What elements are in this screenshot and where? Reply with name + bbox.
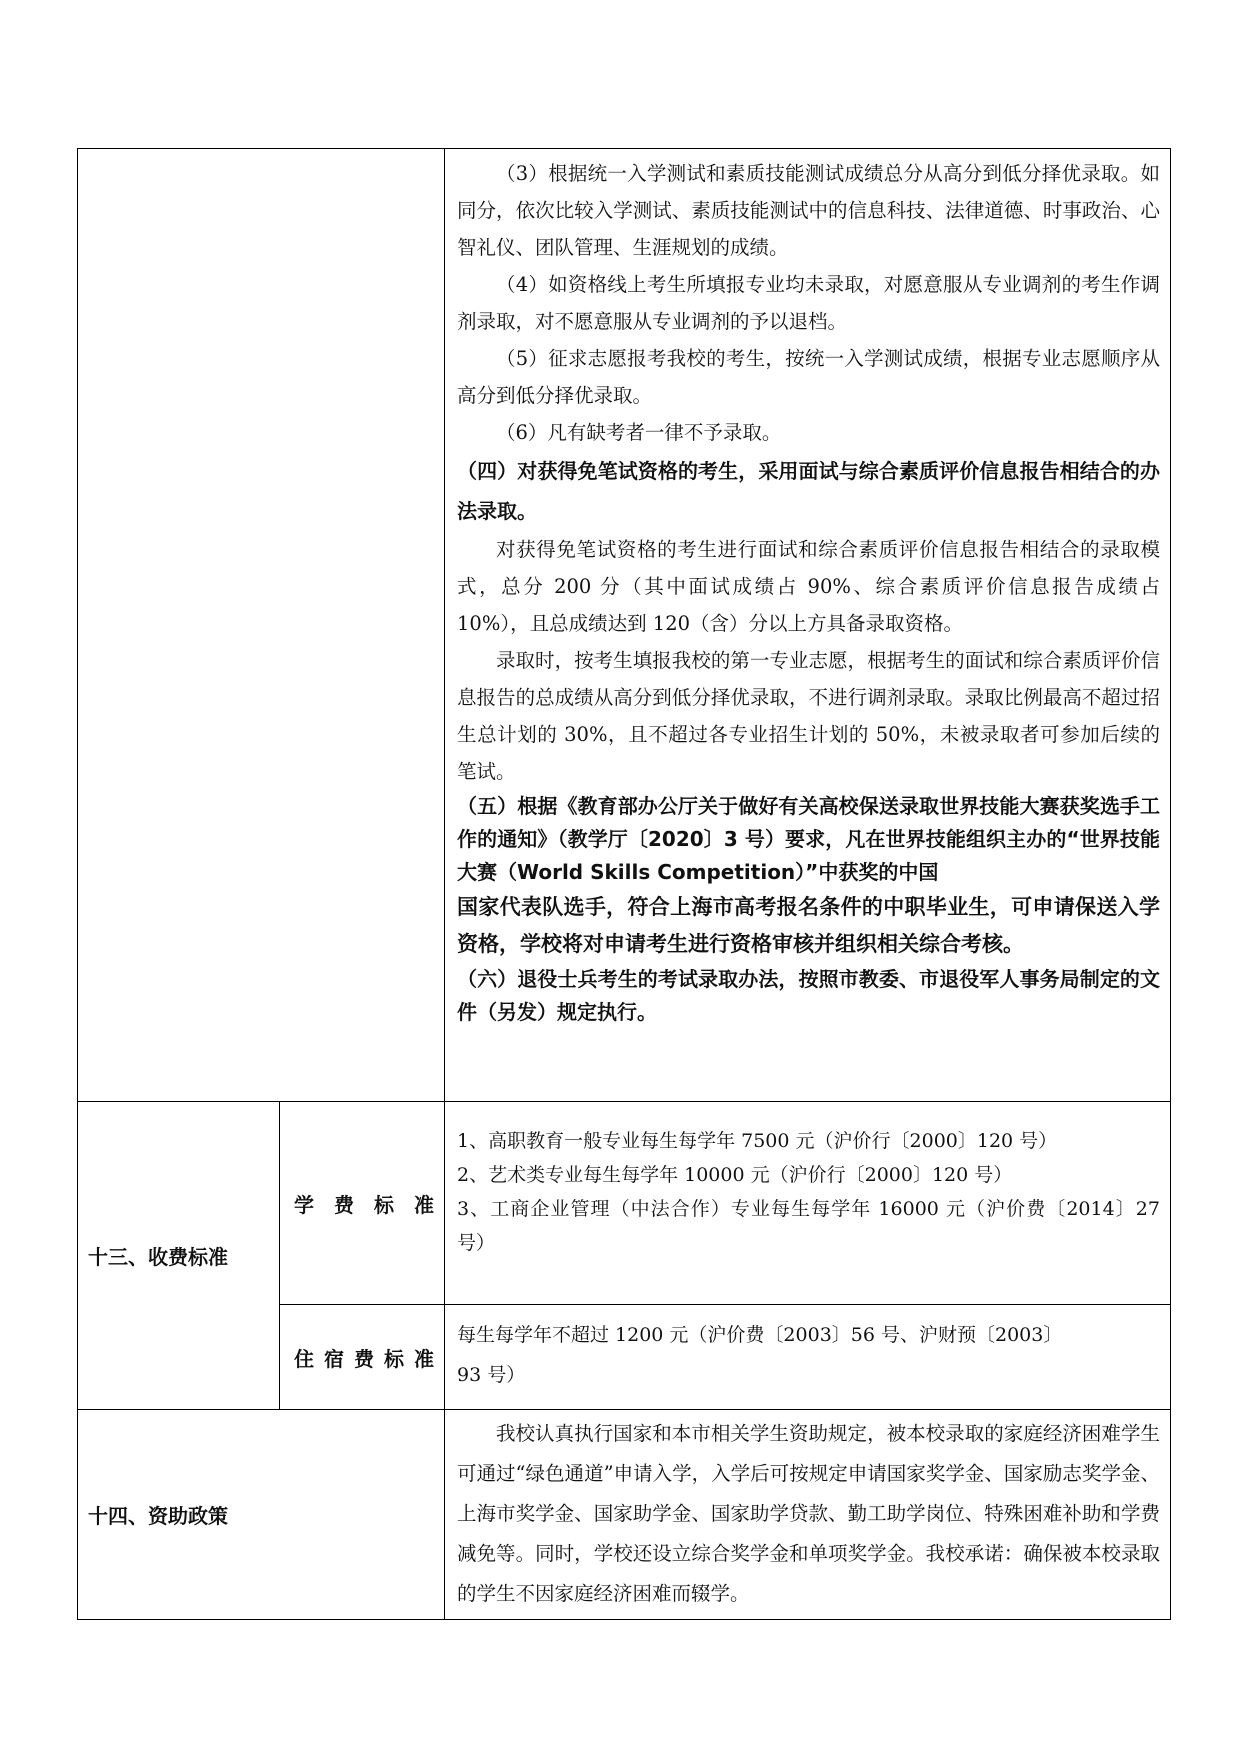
tuition-item-2: 2、艺术类专业每生每学年 10000 元（沪价行〔2000〕120 号）: [457, 1164, 1013, 1186]
dorm-text-line-1: 每生每学年不超过 1200 元（沪价费〔2003〕56 号、沪财预〔2003〕: [457, 1324, 1063, 1346]
dorm-content-cell: [445, 1305, 1171, 1410]
aid-content-cell: [445, 1410, 1171, 1620]
tuition-row: [78, 1102, 1171, 1305]
tuition-label: 学费标准: [280, 1102, 445, 1305]
admission-content-cell: [445, 149, 1171, 1102]
tuition-item-1: 1、高职教育一般专业每生每学年 7500 元（沪价行〔2000〕120 号）: [457, 1130, 1058, 1152]
admission-row: [78, 149, 1171, 1102]
section-4-paragraph-1: 对获得免笔试资格的考生进行面试和综合素质评价信息报告相结合的录取模式，总分 200 分（其中面试成绩占 90%、综合素质评价信息报告成绩占 10%），且总成绩达到 120（含）分以上方具备录取资格。: [457, 538, 1160, 635]
tuition-content-cell: [445, 1102, 1171, 1305]
section-5-part-1: （五）根据《教育部办公厅关于做好有关高校保送录取世界技能大赛获奖选手工作的通知》（教学厅〔2020〕3 号）要求，凡在世界技能组织主办的“世界技能大赛（World Skills Competition）”中获奖的中国: [457, 794, 1160, 884]
aid-row: [78, 1410, 1171, 1620]
admission-rule-6: （6）凡有缺考者一律不予录取。: [496, 421, 782, 444]
aid-section-label: 十四、资助政策: [78, 1410, 445, 1620]
dorm-text-line-2: 93 号）: [457, 1364, 526, 1386]
aid-text: 我校认真执行国家和本市相关学生资助规定，被本校录取的家庭经济困难学生可通过“绿色通道”申请入学，入学后可按规定申请国家奖学金、国家励志奖学金、上海市奖学金、国家助学金、国家助学贷款、勤工助学岗位、特殊困难补助和学费减免等。同时，学校还设立综合奖学金和单项奖学金。我校承诺：确保被本校录取的学生不因家庭经济困难而辍学。: [457, 1422, 1160, 1605]
tuition-item-3: 3、工商企业管理（中法合作）专业每生每学年 16000 元（沪价费〔2014〕27 号）: [457, 1198, 1160, 1254]
section-4-heading: （四）对获得免笔试资格的考生，采用面试与综合素质评价信息报告相结合的办法录取。: [457, 459, 1160, 523]
policy-table: [77, 148, 1171, 1620]
fees-section-label: 十三、收费标准: [78, 1102, 280, 1410]
section-6: （六）退役士兵考生的考试录取办法，按照市教委、市退役军人事务局制定的文件（另发）规定执行。: [457, 967, 1160, 1024]
admission-rule-5: （5）征求志愿报考我校的考生，按统一入学测试成绩，根据专业志愿顺序从高分到低分择优录取。: [457, 347, 1160, 407]
admission-rule-3: （3）根据统一入学测试和素质技能测试成绩总分从高分到低分择优录取。如同分，依次比较入学测试、素质技能测试中的信息科技、法律道德、时事政治、心智礼仪、团队管理、生涯规划的成绩。: [457, 162, 1160, 259]
section-5-part-2: 国家代表队选手，符合上海市高考报名条件的中职毕业生，可申请保送入学资格，学校将对申请考生进行资格审核并组织相关综合考核。: [457, 895, 1160, 956]
admission-label-cell: [78, 149, 445, 1102]
dorm-label: 住宿费标准: [280, 1305, 445, 1410]
admission-rule-4: （4）如资格线上考生所填报专业均未录取，对愿意服从专业调剂的考生作调剂录取，对不愿意服从专业调剂的予以退档。: [457, 273, 1160, 333]
section-4-paragraph-2: 录取时，按考生填报我校的第一专业志愿，根据考生的面试和综合素质评价信息报告的总成绩从高分到低分择优录取，不进行调剂录取。录取比例最高不超过招生总计划的 30%，且不超过各专业招生计划的 50%，未被录取者可参加后续的笔试。: [457, 649, 1160, 783]
